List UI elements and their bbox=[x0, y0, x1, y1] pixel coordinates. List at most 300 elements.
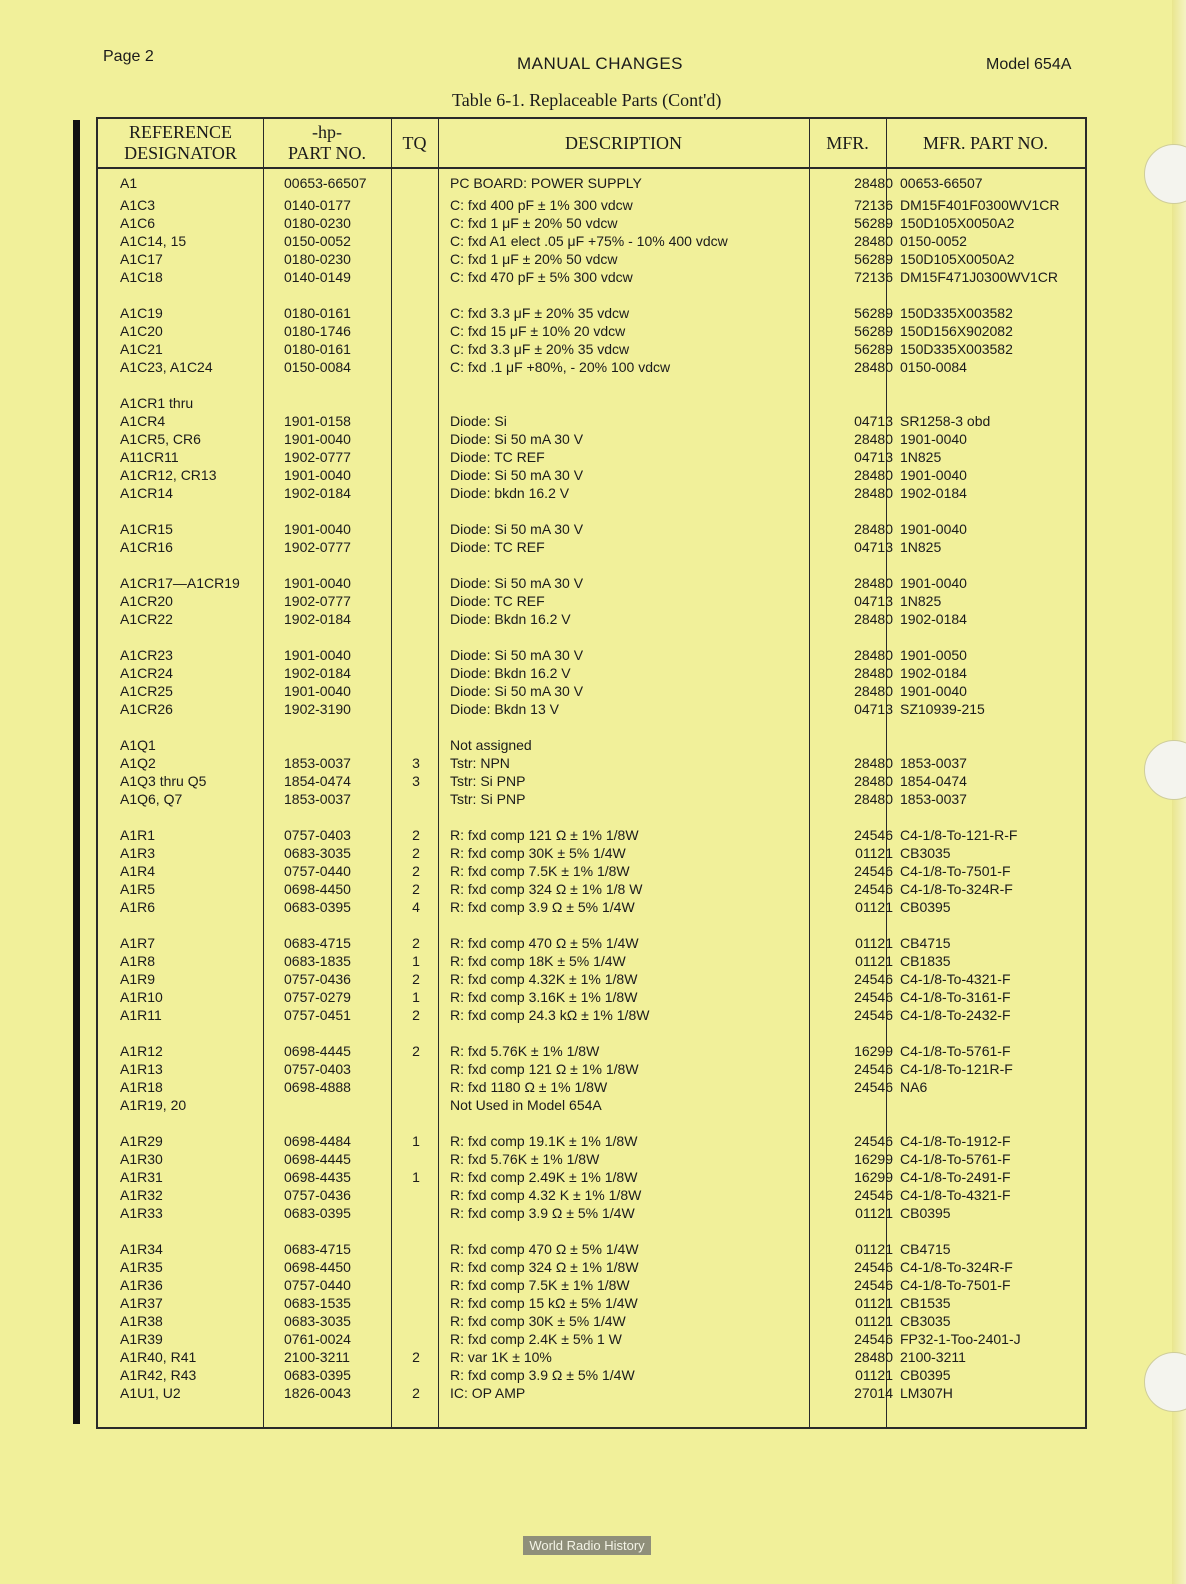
cell-desc: R: fxd comp 18K ± 5% 1/4W bbox=[450, 953, 626, 969]
model-label: Model 654A bbox=[986, 56, 1072, 73]
cell-mfr-part: 1N825 bbox=[900, 593, 942, 609]
cell-mfr: 28480 bbox=[854, 521, 893, 537]
cell-hp: 1826-0043 bbox=[284, 1385, 351, 1401]
cell-desc: R: fxd comp 470 Ω ± 5% 1/4W bbox=[450, 1241, 639, 1257]
cell-ref: A1CR22 bbox=[120, 611, 173, 627]
cell-mfr: 56289 bbox=[854, 323, 893, 339]
cell-desc: C: fxd A1 elect .05 μF +75% - 10% 400 vdcw bbox=[450, 233, 728, 249]
table-row bbox=[98, 1348, 1085, 1366]
cell-hp: 1902-0777 bbox=[284, 449, 351, 465]
cell-hp: 0698-4450 bbox=[284, 1259, 351, 1275]
cell-tq: 2 bbox=[412, 1385, 420, 1401]
cell-mfr: 56289 bbox=[854, 251, 893, 267]
cell-hp: 1902-3190 bbox=[284, 701, 351, 717]
cell-desc: R: fxd comp 2.4K ± 5% 1 W bbox=[450, 1331, 622, 1347]
cell-hp: 0757-0403 bbox=[284, 1061, 351, 1077]
cell-ref: A1CR20 bbox=[120, 593, 173, 609]
cell-desc: Not Used in Model 654A bbox=[450, 1097, 602, 1113]
cell-desc: R: fxd comp 7.5K ± 1% 1/8W bbox=[450, 1277, 630, 1293]
cell-desc: Diode: bkdn 16.2 V bbox=[450, 485, 570, 501]
table-row bbox=[98, 232, 1085, 250]
cell-tq: 2 bbox=[412, 1349, 420, 1365]
cell-hp: 0757-0451 bbox=[284, 1007, 351, 1023]
cell-mfr-part: 1902-0184 bbox=[900, 665, 967, 681]
cell-hp: 1901-0040 bbox=[284, 431, 351, 447]
table-row bbox=[98, 1060, 1085, 1078]
cell-ref: A1R3 bbox=[120, 845, 156, 861]
cell-mfr-part: 1901-0040 bbox=[900, 467, 967, 483]
table-row bbox=[98, 1294, 1085, 1312]
cell-desc: R: fxd comp 324 Ω ± 1% 1/8 W bbox=[450, 881, 643, 897]
table-row bbox=[98, 268, 1085, 286]
cell-mfr: 01121 bbox=[855, 935, 893, 951]
cell-desc: Diode: TC REF bbox=[450, 593, 545, 609]
cell-mfr: 24546 bbox=[854, 1061, 893, 1077]
cell-mfr: 24546 bbox=[854, 989, 893, 1005]
cell-desc: R: fxd comp 24.3 kΩ ± 1% 1/8W bbox=[450, 1007, 650, 1023]
cell-ref: A1R29 bbox=[120, 1133, 163, 1149]
cell-mfr-part: SR1258-3 obd bbox=[900, 413, 991, 429]
table-row bbox=[98, 1384, 1085, 1402]
cell-desc: C: fxd .1 μF +80%, - 20% 100 vdcw bbox=[450, 359, 671, 375]
cell-desc: IC: OP AMP bbox=[450, 1385, 526, 1401]
cell-tq: 2 bbox=[412, 1007, 420, 1023]
cell-mfr: 01121 bbox=[855, 1295, 893, 1311]
cell-desc: PC BOARD: POWER SUPPLY bbox=[450, 175, 642, 191]
cell-desc: R: fxd comp 15 kΩ ± 5% 1/4W bbox=[450, 1295, 638, 1311]
cell-mfr-part: DM15F471J0300WV1CR bbox=[900, 269, 1058, 285]
cell-ref: A1C14, 15 bbox=[120, 233, 187, 249]
table-row bbox=[98, 1006, 1085, 1024]
cell-tq: 1 bbox=[412, 989, 420, 1005]
table-row bbox=[98, 754, 1085, 772]
table-row bbox=[98, 520, 1085, 538]
cell-ref: A1R12 bbox=[120, 1043, 163, 1059]
cell-desc: Diode: Si 50 mA 30 V bbox=[450, 647, 584, 663]
cell-desc: Tstr: NPN bbox=[450, 755, 510, 771]
cell-ref: A1CR17—A1CR19 bbox=[120, 575, 240, 591]
cell-desc: Diode: TC REF bbox=[450, 449, 545, 465]
cell-mfr: 04713 bbox=[854, 539, 893, 555]
table-row bbox=[98, 250, 1085, 268]
table-row bbox=[98, 610, 1085, 628]
cell-mfr-part: CB3035 bbox=[900, 1313, 951, 1329]
cell-ref: A1CR1 thru bbox=[120, 395, 194, 411]
cell-mfr-part: SZ10939-215 bbox=[900, 701, 985, 717]
cell-mfr: 16299 bbox=[854, 1043, 893, 1059]
cell-tq: 2 bbox=[412, 881, 420, 897]
cell-mfr-part: C4-1/8-To-121-R-F bbox=[900, 827, 1018, 843]
cell-tq: 2 bbox=[412, 971, 420, 987]
cell-ref: A1R30 bbox=[120, 1151, 163, 1167]
cell-hp: 0698-4445 bbox=[284, 1151, 351, 1167]
cell-desc: R: fxd comp 30K ± 5% 1/4W bbox=[450, 1313, 626, 1329]
cell-ref: A1R9 bbox=[120, 971, 156, 987]
cell-ref: A1R39 bbox=[120, 1331, 163, 1347]
cell-mfr: 24546 bbox=[854, 1007, 893, 1023]
cell-mfr-part: 2100-3211 bbox=[900, 1349, 966, 1365]
table-row bbox=[98, 664, 1085, 682]
cell-mfr-part: CB4715 bbox=[900, 935, 951, 951]
cell-mfr: 28480 bbox=[854, 791, 893, 807]
table-row bbox=[98, 880, 1085, 898]
cell-ref: A1Q6, Q7 bbox=[120, 791, 183, 807]
cell-mfr: 28480 bbox=[854, 647, 893, 663]
cell-hp: 0683-3035 bbox=[284, 845, 351, 861]
cell-ref: A1R42, R43 bbox=[120, 1367, 197, 1383]
cell-ref: A1R1 bbox=[120, 827, 156, 843]
cell-desc: C: fxd 400 pF ± 1% 300 vdcw bbox=[450, 197, 633, 213]
table-row bbox=[98, 988, 1085, 1006]
cell-ref: A1CR4 bbox=[120, 413, 166, 429]
cell-hp: 1853-0037 bbox=[284, 755, 351, 771]
cell-mfr-part: C4-1/8-To-5761-F bbox=[900, 1151, 1011, 1167]
header-description: DESCRIPTION bbox=[564, 132, 682, 153]
cell-hp: 0150-0084 bbox=[284, 359, 351, 375]
cell-desc: C: fxd 15 μF ± 10% 20 vdcw bbox=[450, 323, 626, 339]
cell-ref: A1C6 bbox=[120, 215, 156, 231]
table-row bbox=[98, 898, 1085, 916]
cell-desc: Diode: Si bbox=[450, 413, 507, 429]
table-row bbox=[98, 430, 1085, 448]
table-row bbox=[98, 340, 1085, 358]
cell-desc: R: fxd comp 4.32K ± 1% 1/8W bbox=[450, 971, 638, 987]
table-row bbox=[98, 646, 1085, 664]
header-hp-part-no: -hp- PART NO. bbox=[288, 122, 366, 163]
cell-tq: 2 bbox=[412, 845, 420, 861]
cell-ref: A1R36 bbox=[120, 1277, 163, 1293]
cell-mfr: 28480 bbox=[854, 773, 893, 789]
header-mfr-part-no: MFR. PART NO. bbox=[923, 132, 1048, 153]
cell-desc: Diode: Si 50 mA 30 V bbox=[450, 467, 584, 483]
cell-desc: R: fxd 1180 Ω ± 1% 1/8W bbox=[450, 1079, 608, 1095]
cell-hp: 0683-4715 bbox=[284, 1241, 351, 1257]
cell-ref: A1R38 bbox=[120, 1313, 163, 1329]
table-row bbox=[98, 412, 1085, 430]
table-row bbox=[98, 1132, 1085, 1150]
table-row bbox=[98, 1168, 1085, 1186]
cell-ref: A1R19, 20 bbox=[120, 1097, 187, 1113]
cell-mfr: 24546 bbox=[854, 1133, 893, 1149]
cell-mfr-part: DM15F401F0300WV1CR bbox=[900, 197, 1060, 213]
cell-mfr: 01121 bbox=[855, 1205, 893, 1221]
cell-mfr: 72136 bbox=[854, 269, 893, 285]
table-row bbox=[98, 772, 1085, 790]
cell-mfr-part: 1902-0184 bbox=[900, 485, 967, 501]
cell-hp: 0683-3035 bbox=[284, 1313, 351, 1329]
cell-mfr: 28480 bbox=[854, 485, 893, 501]
cell-mfr: 56289 bbox=[854, 341, 893, 357]
cell-mfr-part: 1901-0040 bbox=[900, 683, 967, 699]
cell-hp: 1853-0037 bbox=[284, 791, 351, 807]
cell-hp: 1902-0184 bbox=[284, 485, 351, 501]
cell-hp: 1902-0184 bbox=[284, 665, 351, 681]
cell-mfr-part: CB1535 bbox=[900, 1295, 951, 1311]
cell-tq: 2 bbox=[412, 827, 420, 843]
cell-mfr-part: C4-1/8-To-324R-F bbox=[900, 1259, 1013, 1275]
cell-desc: C: fxd 470 pF ± 5% 300 vdcw bbox=[450, 269, 633, 285]
cell-mfr-part: C4-1/8-To-2432-F bbox=[900, 1007, 1011, 1023]
binder-hole bbox=[1144, 740, 1186, 800]
cell-mfr: 28480 bbox=[854, 575, 893, 591]
header-tq: TQ bbox=[402, 132, 427, 153]
cell-ref: A1R6 bbox=[120, 899, 156, 915]
cell-hp: 1901-0040 bbox=[284, 683, 351, 699]
cell-ref: A1C19 bbox=[120, 305, 163, 321]
cell-hp: 0683-4715 bbox=[284, 935, 351, 951]
cell-tq: 3 bbox=[412, 773, 420, 789]
table-row bbox=[98, 1258, 1085, 1276]
cell-mfr-part: C4-1/8-To-2491-F bbox=[900, 1169, 1011, 1185]
table-row bbox=[98, 1312, 1085, 1330]
change-bar bbox=[73, 120, 80, 1424]
cell-mfr-part: 1853-0037 bbox=[900, 791, 967, 807]
cell-mfr-part: CB0395 bbox=[900, 899, 951, 915]
cell-desc: Not assigned bbox=[450, 737, 532, 753]
cell-desc: Tstr: Si PNP bbox=[450, 773, 526, 789]
cell-hp: 1902-0184 bbox=[284, 611, 351, 627]
cell-desc: C: fxd 3.3 μF ± 20% 35 vdcw bbox=[450, 341, 630, 357]
cell-mfr-part: C4-1/8-To-1912-F bbox=[900, 1133, 1011, 1149]
cell-desc: Diode: Si 50 mA 30 V bbox=[450, 521, 584, 537]
cell-mfr-part: C4-1/8-To-4321-F bbox=[900, 1187, 1011, 1203]
cell-ref: A1R8 bbox=[120, 953, 156, 969]
cell-ref: A1Q1 bbox=[120, 737, 156, 753]
cell-mfr-part: 1901-0040 bbox=[900, 575, 967, 591]
cell-desc: Diode: Bkdn 13 V bbox=[450, 701, 559, 717]
cell-ref: A1C3 bbox=[120, 197, 156, 213]
table-row bbox=[98, 1150, 1085, 1168]
cell-hp: 0757-0436 bbox=[284, 1187, 351, 1203]
table-row bbox=[98, 1078, 1085, 1096]
cell-mfr-part: C4-1/8-To-121R-F bbox=[900, 1061, 1013, 1077]
cell-hp: 0757-0403 bbox=[284, 827, 351, 843]
cell-desc: Diode: Bkdn 16.2 V bbox=[450, 611, 571, 627]
cell-ref: A1CR12, CR13 bbox=[120, 467, 217, 483]
cell-desc: R: fxd comp 121 Ω ± 1% 1/8W bbox=[450, 827, 639, 843]
cell-ref: A1R4 bbox=[120, 863, 156, 879]
binder-hole bbox=[1144, 144, 1186, 204]
cell-desc: Diode: Bkdn 16.2 V bbox=[450, 665, 571, 681]
cell-hp: 1902-0777 bbox=[284, 539, 351, 555]
cell-mfr: 24546 bbox=[854, 1277, 893, 1293]
cell-mfr-part: 1901-0040 bbox=[900, 431, 967, 447]
cell-mfr: 28480 bbox=[854, 175, 893, 191]
cell-hp: 0757-0436 bbox=[284, 971, 351, 987]
cell-mfr-part: NA6 bbox=[900, 1079, 928, 1095]
cell-hp: 1902-0777 bbox=[284, 593, 351, 609]
cell-mfr: 28480 bbox=[854, 233, 893, 249]
parts-table bbox=[96, 117, 1087, 1429]
cell-desc: R: fxd comp 4.32 K ± 1% 1/8W bbox=[450, 1187, 642, 1203]
cell-ref: A1CR16 bbox=[120, 539, 173, 555]
cell-mfr: 16299 bbox=[854, 1151, 893, 1167]
document-title: MANUAL CHANGES bbox=[516, 54, 683, 73]
cell-desc: Diode: TC REF bbox=[450, 539, 545, 555]
cell-mfr-part: C4-1/8-To-3161-F bbox=[900, 989, 1011, 1005]
table-row bbox=[98, 1276, 1085, 1294]
cell-mfr: 01121 bbox=[855, 1313, 893, 1329]
table-row bbox=[98, 1042, 1085, 1060]
cell-mfr: 56289 bbox=[854, 215, 893, 231]
cell-ref: A1R11 bbox=[120, 1007, 162, 1023]
cell-mfr: 28480 bbox=[854, 755, 893, 771]
cell-hp: 0180-0161 bbox=[284, 341, 351, 357]
cell-ref: A1C17 bbox=[120, 251, 163, 267]
cell-hp: 0698-4484 bbox=[284, 1133, 351, 1149]
cell-mfr-part: CB1835 bbox=[900, 953, 951, 969]
cell-hp: 2100-3211 bbox=[284, 1349, 350, 1365]
cell-mfr-part: 1N825 bbox=[900, 539, 942, 555]
cell-ref: A1 bbox=[120, 175, 138, 191]
table-row bbox=[98, 952, 1085, 970]
cell-ref: A1C18 bbox=[120, 269, 163, 285]
cell-desc: R: fxd comp 470 Ω ± 5% 1/4W bbox=[450, 935, 639, 951]
cell-mfr-part: C4-1/8-To-4321-F bbox=[900, 971, 1011, 987]
table-row bbox=[98, 826, 1085, 844]
cell-ref: A1CR26 bbox=[120, 701, 173, 717]
table-row bbox=[98, 844, 1085, 862]
cell-desc: Diode: Si 50 mA 30 V bbox=[450, 431, 584, 447]
cell-ref: A1Q2 bbox=[120, 755, 156, 771]
cell-ref: A1R32 bbox=[120, 1187, 163, 1203]
cell-mfr-part: C4-1/8-To-7501-F bbox=[900, 863, 1011, 879]
cell-ref: A1R7 bbox=[120, 935, 156, 951]
cell-mfr: 01121 bbox=[855, 953, 893, 969]
cell-desc: R: fxd comp 7.5K ± 1% 1/8W bbox=[450, 863, 630, 879]
cell-tq: 2 bbox=[412, 863, 420, 879]
header-mfr: MFR. bbox=[826, 132, 869, 153]
cell-desc: C: fxd 1 μF ± 20% 50 vdcw bbox=[450, 215, 618, 231]
cell-hp: 0757-0279 bbox=[284, 989, 351, 1005]
cell-desc: R: var 1K ± 10% bbox=[450, 1349, 552, 1365]
binder-hole bbox=[1144, 1352, 1186, 1412]
cell-tq: 2 bbox=[412, 1043, 420, 1059]
cell-tq: 1 bbox=[412, 1169, 420, 1185]
cell-mfr-part: 150D335X003582 bbox=[900, 341, 1013, 357]
cell-desc: R: fxd comp 19.1K ± 1% 1/8W bbox=[450, 1133, 638, 1149]
cell-hp: 0683-0395 bbox=[284, 899, 351, 915]
table-row bbox=[98, 538, 1085, 556]
table-row bbox=[98, 484, 1085, 502]
cell-desc: Diode: Si 50 mA 30 V bbox=[450, 683, 584, 699]
cell-hp: 1901-0040 bbox=[284, 521, 351, 537]
cell-hp: 0150-0052 bbox=[284, 233, 351, 249]
cell-mfr-part: 1853-0037 bbox=[900, 755, 967, 771]
cell-ref: A1Q3 thru Q5 bbox=[120, 773, 207, 789]
table-row bbox=[98, 592, 1085, 610]
cell-desc: R: fxd comp 3.9 Ω ± 5% 1/4W bbox=[450, 1367, 635, 1383]
cell-ref: A1CR5, CR6 bbox=[120, 431, 201, 447]
cell-mfr-part: 1902-0184 bbox=[900, 611, 967, 627]
table-row bbox=[98, 934, 1085, 952]
cell-mfr: 24546 bbox=[854, 971, 893, 987]
table-row bbox=[98, 1366, 1085, 1384]
cell-mfr-part: CB4715 bbox=[900, 1241, 951, 1257]
table-row bbox=[98, 790, 1085, 808]
cell-mfr-part: 150D105X0050A2 bbox=[900, 251, 1015, 267]
cell-desc: C: fxd 3.3 μF ± 20% 35 vdcw bbox=[450, 305, 630, 321]
cell-mfr: 04713 bbox=[854, 449, 893, 465]
cell-mfr: 24546 bbox=[854, 1079, 893, 1095]
table-row bbox=[98, 174, 1085, 192]
cell-desc: R: fxd comp 3.9 Ω ± 5% 1/4W bbox=[450, 899, 635, 915]
cell-hp: 0757-0440 bbox=[284, 1277, 351, 1293]
cell-hp: 1901-0158 bbox=[284, 413, 351, 429]
cell-hp: 1854-0474 bbox=[284, 773, 351, 789]
cell-mfr: 28480 bbox=[854, 359, 893, 375]
cell-hp: 0180-1746 bbox=[284, 323, 351, 339]
cell-ref: A1R10 bbox=[120, 989, 163, 1005]
header-divider bbox=[98, 167, 1085, 169]
cell-ref: A1R13 bbox=[120, 1061, 163, 1077]
cell-desc: Tstr: Si PNP bbox=[450, 791, 526, 807]
cell-mfr: 28480 bbox=[854, 467, 893, 483]
cell-ref: A1R34 bbox=[120, 1241, 163, 1257]
cell-hp: 0761-0024 bbox=[284, 1331, 351, 1347]
cell-ref: A1R31 bbox=[120, 1169, 163, 1185]
table-row bbox=[98, 1096, 1085, 1114]
table-row bbox=[98, 304, 1085, 322]
cell-mfr: 04713 bbox=[854, 413, 893, 429]
cell-mfr: 04713 bbox=[854, 593, 893, 609]
cell-mfr-part: CB0395 bbox=[900, 1367, 951, 1383]
cell-ref: A1C23, A1C24 bbox=[120, 359, 213, 375]
cell-hp: 0683-0395 bbox=[284, 1205, 351, 1221]
header-reference-designator: REFERENCE DESIGNATOR bbox=[124, 122, 237, 163]
cell-mfr: 24546 bbox=[854, 1331, 893, 1347]
cell-desc: R: fxd 5.76K ± 1% 1/8W bbox=[450, 1151, 600, 1167]
table-row bbox=[98, 862, 1085, 880]
cell-hp: 0683-1535 bbox=[284, 1295, 351, 1311]
cell-mfr: 01121 bbox=[855, 899, 893, 915]
cell-mfr: 24546 bbox=[854, 863, 893, 879]
cell-hp: 0698-4435 bbox=[284, 1169, 351, 1185]
cell-mfr: 04713 bbox=[854, 701, 893, 717]
cell-desc: R: fxd comp 324 Ω ± 1% 1/8W bbox=[450, 1259, 639, 1275]
table-row bbox=[98, 358, 1085, 376]
cell-mfr-part: CB0395 bbox=[900, 1205, 951, 1221]
cell-mfr-part: 150D335X003582 bbox=[900, 305, 1013, 321]
cell-mfr-part: 1854-0474 bbox=[900, 773, 967, 789]
cell-mfr-part: 150D156X902082 bbox=[900, 323, 1013, 339]
cell-hp: 0140-0177 bbox=[284, 197, 351, 213]
cell-desc: R: fxd 5.76K ± 1% 1/8W bbox=[450, 1043, 600, 1059]
watermark: World Radio History bbox=[523, 1536, 651, 1555]
cell-hp: 1901-0040 bbox=[284, 575, 351, 591]
cell-hp: 0180-0161 bbox=[284, 305, 351, 321]
table-row bbox=[98, 1240, 1085, 1258]
cell-hp: 0140-0149 bbox=[284, 269, 351, 285]
table-row bbox=[98, 196, 1085, 214]
cell-desc: R: fxd comp 2.49K ± 1% 1/8W bbox=[450, 1169, 638, 1185]
cell-mfr-part: C4-1/8-To-7501-F bbox=[900, 1277, 1011, 1293]
cell-ref: A1CR15 bbox=[120, 521, 173, 537]
cell-mfr-part: 0150-0084 bbox=[900, 359, 967, 375]
cell-hp: 0180-0230 bbox=[284, 251, 351, 267]
cell-tq: 3 bbox=[412, 755, 420, 771]
cell-mfr: 01121 bbox=[855, 1367, 893, 1383]
cell-mfr-part: 1N825 bbox=[900, 449, 942, 465]
cell-desc: R: fxd comp 3.9 Ω ± 5% 1/4W bbox=[450, 1205, 635, 1221]
cell-mfr-part: 00653-66507 bbox=[900, 175, 983, 191]
cell-hp: 0698-4888 bbox=[284, 1079, 351, 1095]
table-row bbox=[98, 574, 1085, 592]
cell-hp: 1901-0040 bbox=[284, 647, 351, 663]
cell-desc: R: fxd comp 3.16K ± 1% 1/8W bbox=[450, 989, 638, 1005]
table-row bbox=[98, 970, 1085, 988]
cell-desc: R: fxd comp 121 Ω ± 1% 1/8W bbox=[450, 1061, 639, 1077]
